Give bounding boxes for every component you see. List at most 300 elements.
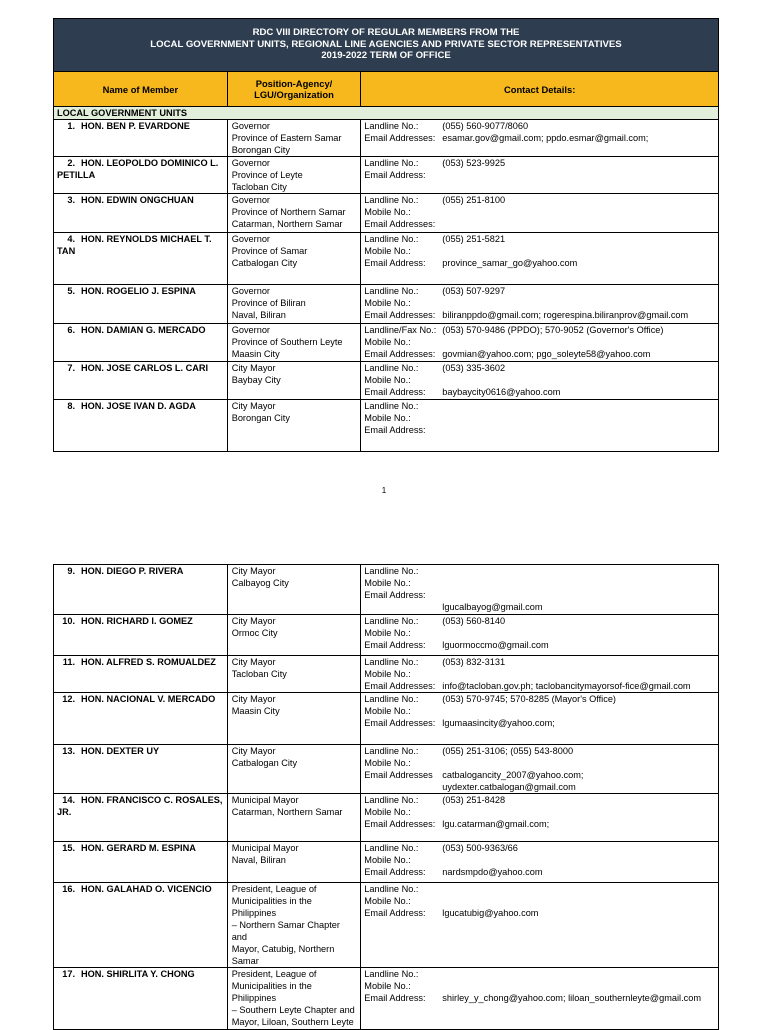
contact-label: Email Addresses: <box>364 681 436 691</box>
member-number: 17. <box>62 969 75 979</box>
table-row <box>54 615 719 656</box>
contact-row <box>364 639 715 651</box>
contact-row <box>364 818 715 830</box>
position-line: Municipalities in the Philippines <box>231 896 312 918</box>
table-row <box>54 842 719 883</box>
contact-row <box>364 169 715 181</box>
member-number: 1. <box>67 121 75 131</box>
title-line-2: LOCAL GOVERNMENT UNITS, REGIONAL LINE AGENCIES AND PRIVATE SECTOR REPRESENTATIVES <box>150 38 622 50</box>
contact-row <box>364 233 715 245</box>
contact-value <box>442 668 715 680</box>
contact-value: lgu.catarman@gmail.com; <box>442 819 550 829</box>
member-position-cell <box>227 565 361 615</box>
member-name-cell <box>54 693 228 745</box>
member-position-cell <box>227 883 361 968</box>
contact-label: Email Addresses <box>364 770 433 780</box>
position-line: Governor <box>231 286 270 296</box>
header-position <box>227 72 361 107</box>
contact-row <box>364 745 715 757</box>
contact-value: shirley_y_chong@yahoo.com; liloan_southernleyte@gmail.com <box>442 993 701 1003</box>
member-contact-cell <box>361 842 719 883</box>
contact-label: Mobile No.: <box>364 628 411 638</box>
member-name: HON. JOSE IVAN D. AGDA <box>81 401 196 411</box>
contact-label: Email Address: <box>364 387 426 397</box>
contact-row <box>364 883 715 895</box>
position-line: Governor <box>231 325 270 335</box>
contact-label: Email Address: <box>364 908 426 918</box>
member-name: HON. NACIONAL V. MERCADO <box>81 694 216 704</box>
table-row <box>54 157 719 194</box>
member-contact-cell <box>361 968 719 1030</box>
contact-label: Mobile No.: <box>364 413 411 423</box>
title-line-3: 2019-2022 TERM OF OFFICE <box>321 50 451 61</box>
position-line: City Mayor <box>231 657 276 667</box>
contact-value: baybaycity0616@yahoo.com <box>442 387 561 397</box>
contact-label: Mobile No.: <box>364 578 411 588</box>
contact-row <box>364 412 715 424</box>
member-contact-cell <box>361 157 719 194</box>
member-contact-cell <box>361 120 719 157</box>
table-row <box>54 883 719 968</box>
member-position-cell <box>227 120 361 157</box>
contact-label: Landline No.: <box>364 234 419 244</box>
position-line: – Northern Samar Chapter and <box>231 920 340 942</box>
contact-label: Email Address: <box>364 640 426 650</box>
position-line: Ormoc City <box>231 628 278 638</box>
contact-label: Mobile No.: <box>364 855 411 865</box>
contact-label: Mobile No.: <box>364 669 411 679</box>
member-contact-cell <box>361 194 719 233</box>
member-position-cell <box>227 693 361 745</box>
member-position-cell <box>227 615 361 656</box>
contact-value <box>442 336 715 348</box>
contact-value: (053) 560-8140 <box>442 616 506 626</box>
contact-label: Mobile No.: <box>364 758 411 768</box>
position-line: Catbalogan City <box>231 258 298 268</box>
contact-label: Landline No.: <box>364 363 419 373</box>
table-row <box>54 745 719 794</box>
position-line: City Mayor <box>231 566 276 576</box>
contact-label: Mobile No.: <box>364 896 411 906</box>
position-line: Governor <box>231 158 270 168</box>
position-line: City Mayor <box>231 694 276 704</box>
contact-value: lgumaasincity@yahoo.com; <box>442 718 555 728</box>
member-name-cell <box>54 794 228 842</box>
position-line: – Southern Leyte Chapter and <box>231 1005 355 1015</box>
contact-value: province_samar_go@yahoo.com <box>442 258 578 268</box>
contact-value: (055) 560-9077/8060 <box>442 121 529 131</box>
contact-row <box>364 336 715 348</box>
position-line: Maasin City <box>231 349 280 359</box>
position-line: Municipal Mayor <box>231 795 299 805</box>
contact-value: (053) 570-9486 (PPDO); 570-9052 (Governor's Office) <box>442 325 664 335</box>
member-name: HON. BEN P. EVARDONE <box>81 121 190 131</box>
contact-row <box>364 386 715 398</box>
member-position-cell <box>227 968 361 1030</box>
position-line: Province of Biliran <box>231 298 306 308</box>
table-row <box>54 324 719 362</box>
member-number: 4. <box>67 234 75 244</box>
directory-table-page-2 <box>53 564 719 1030</box>
member-contact-cell <box>361 324 719 362</box>
contact-row <box>364 348 715 360</box>
position-line: Borongan City <box>231 145 290 155</box>
contact-value: catbalogancity_2007@yahoo.com; <box>442 770 584 780</box>
contact-row <box>364 132 715 144</box>
contact-label: Email Address: <box>364 590 426 600</box>
header-name: Name of Member <box>54 72 228 107</box>
contact-value <box>442 806 715 818</box>
contact-label: Landline No.: <box>364 195 419 205</box>
table-row <box>54 233 719 285</box>
member-number: 13. <box>62 746 75 756</box>
position-line: Governor <box>231 121 270 131</box>
contact-label: Mobile No.: <box>364 981 411 991</box>
member-name-cell <box>54 400 228 452</box>
contact-row <box>364 717 715 729</box>
contact-row <box>364 854 715 866</box>
contact-label: Email Address: <box>364 258 426 268</box>
member-contact-cell <box>361 233 719 285</box>
directory-title <box>54 19 719 72</box>
contact-row <box>364 656 715 668</box>
contact-row <box>364 309 715 321</box>
position-line: Mayor, Catubig, Northern <box>231 944 335 954</box>
contact-row <box>364 194 715 206</box>
contact-value <box>442 245 715 257</box>
contact-value: esamar.gov@gmail.com; ppdo.esmar@gmail.com; <box>442 133 649 143</box>
contact-value: (053) 570-9745; 570-8285 (Mayor's Office) <box>442 694 616 704</box>
position-line: Governor <box>231 234 270 244</box>
table-row <box>54 794 719 842</box>
member-number: 11. <box>62 657 75 667</box>
position-line: Province of Eastern Samar <box>231 133 342 143</box>
contact-value: (053) 832-3131 <box>442 657 506 667</box>
position-line: Governor <box>231 195 270 205</box>
position-line: Samar <box>231 956 259 966</box>
member-number: 14. <box>62 795 75 805</box>
member-number: 5. <box>67 286 75 296</box>
contact-value <box>442 883 715 895</box>
position-line: Municipalities in the Philippines <box>231 981 312 1003</box>
position-line: Tacloban City <box>231 669 287 679</box>
contact-value: govmian@yahoo.com; pgo_soleyte58@yahoo.com <box>442 349 651 359</box>
contact-row <box>364 668 715 680</box>
member-contact-cell <box>361 362 719 400</box>
contact-row <box>364 218 715 230</box>
member-name-cell <box>54 157 228 194</box>
contact-row <box>364 206 715 218</box>
title-line-1: RDC VIII DIRECTORY OF REGULAR MEMBERS FROM THE <box>252 27 520 38</box>
section-row <box>54 107 719 120</box>
contact-row <box>364 781 715 793</box>
position-line: Mayor, Liloan, Southern Leyte <box>231 1017 354 1027</box>
contact-row <box>364 297 715 309</box>
contact-label: Landline No.: <box>364 566 419 576</box>
position-line: Province of Samar <box>231 246 308 256</box>
contact-row <box>364 680 715 692</box>
position-line: City Mayor <box>231 401 276 411</box>
contact-value <box>442 854 715 866</box>
contact-label: Landline No.: <box>364 746 419 756</box>
member-number: 10. <box>62 616 75 626</box>
contact-label: Email Address: <box>364 867 426 877</box>
contact-value <box>442 218 715 230</box>
table-row <box>54 565 719 615</box>
contact-row <box>364 968 715 980</box>
position-line: Tacloban City <box>231 182 287 192</box>
contact-row <box>364 895 715 907</box>
member-contact-cell <box>361 400 719 452</box>
member-name-cell <box>54 285 228 324</box>
member-position-cell <box>227 656 361 693</box>
member-name-cell <box>54 656 228 693</box>
contact-value <box>442 206 715 218</box>
position-line: Province of Northern Samar <box>231 207 346 217</box>
contact-label: Email Address: <box>364 425 426 435</box>
member-number: 12. <box>62 694 75 704</box>
table-row <box>54 693 719 745</box>
contact-label: Email Addresses: <box>364 219 436 229</box>
contact-row <box>364 907 715 919</box>
contact-value <box>442 705 715 717</box>
position-line: City Mayor <box>231 746 276 756</box>
contact-value: (055) 251-8100 <box>442 195 506 205</box>
contact-label: Mobile No.: <box>364 246 411 256</box>
member-contact-cell <box>361 565 719 615</box>
contact-label <box>364 601 442 613</box>
member-name-cell <box>54 615 228 656</box>
position-line: Municipal Mayor <box>231 843 299 853</box>
contact-label: Mobile No.: <box>364 807 411 817</box>
contact-label: Email Address: <box>364 993 426 1003</box>
contact-label: Email Addresses: <box>364 349 436 359</box>
contact-value: uydexter.catbalogan@gmail.com <box>442 782 576 792</box>
contact-value <box>442 895 715 907</box>
contact-label: Landline No.: <box>364 616 419 626</box>
contact-row <box>364 362 715 374</box>
contact-row <box>364 992 715 1004</box>
contact-label: Mobile No.: <box>364 706 411 716</box>
contact-label: Landline No.: <box>364 884 419 894</box>
contact-value: lguormoccmo@gmail.com <box>442 640 549 650</box>
position-line: Catarman, Northern Samar <box>231 219 343 229</box>
position-line: Province of Leyte <box>231 170 303 180</box>
table-row <box>54 400 719 452</box>
member-name: HON. ALFRED S. ROMUALDEZ <box>81 657 216 667</box>
contact-value: (053) 523-9925 <box>442 158 506 168</box>
page-number: 1 <box>381 486 387 495</box>
contact-value: (053) 500-9363/66 <box>442 843 518 853</box>
contact-row <box>364 589 715 601</box>
member-name-cell <box>54 565 228 615</box>
member-name: HON. LEOPOLDO DOMINICO L. PETILLA <box>57 158 219 180</box>
contact-row <box>364 565 715 577</box>
position-line: Catarman, Northern Samar <box>231 807 343 817</box>
contact-value: (053) 335-3602 <box>442 363 506 373</box>
contact-value: (055) 251-5821 <box>442 234 506 244</box>
member-position-cell <box>227 157 361 194</box>
contact-label: Landline No.: <box>364 795 419 805</box>
section-label: LOCAL GOVERNMENT UNITS <box>54 107 719 120</box>
contact-value: (053) 251-8428 <box>442 795 506 805</box>
table-header-row <box>54 72 719 107</box>
contact-label: Email Addresses: <box>364 718 436 728</box>
position-line: Province of Southern Leyte <box>231 337 343 347</box>
contact-value <box>442 968 715 980</box>
contact-row <box>364 980 715 992</box>
contact-value <box>442 589 715 601</box>
member-contact-cell <box>361 656 719 693</box>
member-name-cell <box>54 968 228 1030</box>
position-line: Baybay City <box>231 375 281 385</box>
position-line: Borongan City <box>231 413 290 423</box>
member-contact-cell <box>361 285 719 324</box>
contact-row <box>364 757 715 769</box>
contact-value <box>442 577 715 589</box>
contact-value: (055) 251-3106; (055) 543-8000 <box>442 746 574 756</box>
contact-row <box>364 794 715 806</box>
position-line: City Mayor <box>231 363 276 373</box>
member-contact-cell <box>361 745 719 794</box>
contact-label: Landline No.: <box>364 657 419 667</box>
member-contact-cell <box>361 693 719 745</box>
contact-label: Email Address: <box>364 170 426 180</box>
contact-label: Landline No.: <box>364 121 419 131</box>
member-name: HON. ROGELIO J. ESPINA <box>81 286 196 296</box>
member-contact-cell <box>361 615 719 656</box>
contact-row <box>364 400 715 412</box>
member-number: 2. <box>67 158 75 168</box>
contact-row <box>364 842 715 854</box>
contact-label: Landline No.: <box>364 843 419 853</box>
table-row <box>54 968 719 1030</box>
member-position-cell <box>227 285 361 324</box>
member-number: 7. <box>67 363 75 373</box>
contact-label: Email Addresses: <box>364 310 436 320</box>
position-line: Catbalogan City <box>231 758 298 768</box>
table-row <box>54 285 719 324</box>
member-name-cell <box>54 194 228 233</box>
member-name: HON. RICHARD I. GOMEZ <box>81 616 193 626</box>
contact-value <box>442 565 715 577</box>
member-name: HON. DEXTER UY <box>81 746 160 756</box>
contact-label: Landline No.: <box>364 401 419 411</box>
contact-label: Landline No.: <box>364 158 419 168</box>
contact-value <box>442 424 715 436</box>
contact-label <box>364 781 442 793</box>
table-row <box>54 194 719 233</box>
member-name: HON. DAMIAN G. MERCADO <box>81 325 206 335</box>
contact-label: Mobile No.: <box>364 207 411 217</box>
table-row <box>54 656 719 693</box>
contact-row <box>364 769 715 781</box>
position-line: Maasin City <box>231 706 280 716</box>
contact-value <box>442 400 715 412</box>
member-position-cell <box>227 324 361 362</box>
member-number: 16. <box>62 884 75 894</box>
member-name-cell <box>54 362 228 400</box>
member-name: HON. EDWIN ONGCHUAN <box>81 195 194 205</box>
table-row <box>54 120 719 157</box>
contact-row <box>364 705 715 717</box>
member-name: HON. REYNOLDS MICHAEL T. TAN <box>57 234 212 256</box>
member-name: HON. GERARD M. ESPINA <box>81 843 196 853</box>
contact-label: Email Addresses: <box>364 819 436 829</box>
contact-row <box>364 245 715 257</box>
contact-label: Mobile No.: <box>364 375 411 385</box>
member-number: 6. <box>67 325 75 335</box>
contact-value <box>442 169 715 181</box>
contact-row <box>364 157 715 169</box>
member-name: HON. DIEGO P. RIVERA <box>81 566 184 576</box>
member-name-cell <box>54 883 228 968</box>
position-line: Calbayog City <box>231 578 289 588</box>
member-number: 8. <box>67 401 75 411</box>
contact-row <box>364 806 715 818</box>
contact-value <box>442 374 715 386</box>
member-contact-cell <box>361 883 719 968</box>
member-number: 3. <box>67 195 75 205</box>
member-number: 15. <box>62 843 75 853</box>
contact-value <box>442 757 715 769</box>
header-position-line-1: Position-Agency/ <box>255 78 333 89</box>
contact-label: Landline No.: <box>364 286 419 296</box>
position-line: Naval, Biliran <box>231 855 286 865</box>
member-name: HON. FRANCISCO C. ROSALES, JR. <box>57 795 223 817</box>
contact-row <box>364 257 715 269</box>
contact-value <box>442 297 715 309</box>
position-line: President, League of <box>231 884 317 894</box>
contact-value <box>442 980 715 992</box>
contact-value: biliranppdo@gmail.com; rogerespina.biliranprov@gmail.com <box>442 310 689 320</box>
member-position-cell <box>227 400 361 452</box>
contact-label: Mobile No.: <box>364 298 411 308</box>
member-contact-cell <box>361 794 719 842</box>
contact-label: Landline No.: <box>364 694 419 704</box>
table-row <box>54 362 719 400</box>
contact-row <box>364 424 715 436</box>
member-name-cell <box>54 745 228 794</box>
member-name: HON. JOSE CARLOS L. CARI <box>81 363 209 373</box>
contact-value: (053) 507-9297 <box>442 286 506 296</box>
contact-value <box>442 627 715 639</box>
contact-label: Landline No.: <box>364 969 419 979</box>
member-number: 9. <box>67 566 75 576</box>
contact-label: Mobile No.: <box>364 337 411 347</box>
header-position-line-2: LGU/Organization <box>254 89 334 100</box>
member-name-cell <box>54 324 228 362</box>
member-position-cell <box>227 233 361 285</box>
contact-row <box>364 615 715 627</box>
contact-row <box>364 627 715 639</box>
member-name-cell <box>54 120 228 157</box>
contact-row <box>364 866 715 878</box>
contact-value: info@tacloban.gov.ph; taclobancitymayorsof-fice@gmail.com <box>442 681 691 691</box>
contact-label: Email Addresses: <box>364 133 436 143</box>
contact-row <box>364 601 715 613</box>
member-name-cell <box>54 233 228 285</box>
member-position-cell <box>227 794 361 842</box>
contact-value: nardsmpdo@yahoo.com <box>442 867 543 877</box>
member-position-cell <box>227 362 361 400</box>
contact-row <box>364 120 715 132</box>
contact-row <box>364 693 715 705</box>
contact-label: Landline/Fax No.: <box>364 325 437 335</box>
position-line: President, League of <box>231 969 317 979</box>
member-name-cell <box>54 842 228 883</box>
member-name: HON. SHIRLITA Y. CHONG <box>81 969 195 979</box>
